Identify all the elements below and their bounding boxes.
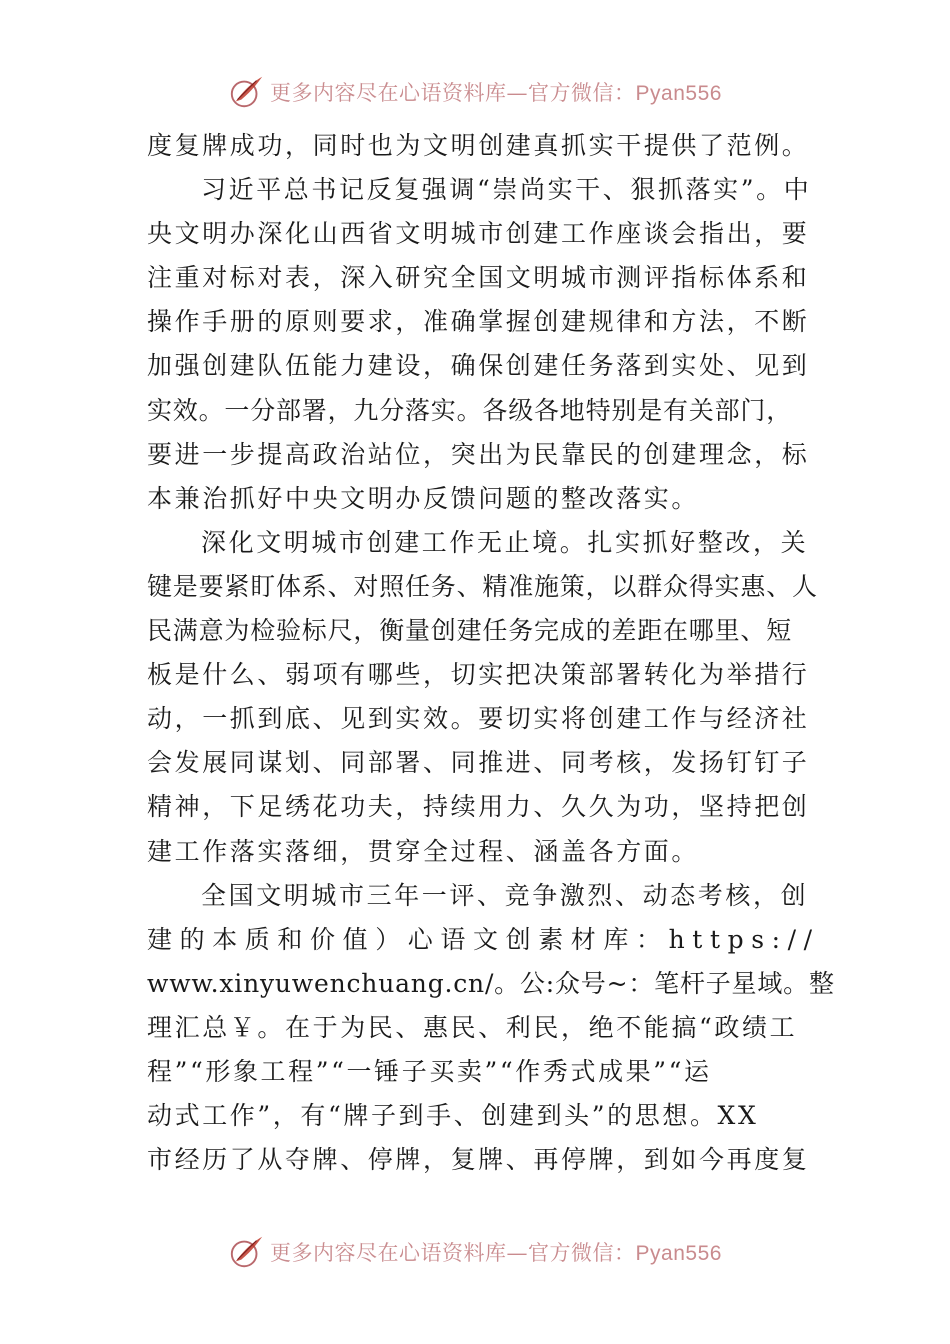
- text-line: 建工作落实落细，贯穿全过程、涵盖各方面。: [147, 836, 700, 866]
- feather-quill-icon: [228, 73, 266, 111]
- text-line: 理汇总￥。在于为民、惠民、利民，绝不能搞“政绩工: [147, 1012, 798, 1042]
- text-line: 精神，下足绣花功夫，持续用力、久久为功，坚持把创: [147, 792, 810, 822]
- text-line: 操作手册的原则要求，准确掌握创建规律和方法，不断: [147, 307, 810, 337]
- paragraph-start-line: 习近平总书记反复强调“崇尚实干、狠抓落实”。中: [201, 175, 812, 205]
- text-line: 板是什么、弱项有哪些，切实把决策部署转化为举措行: [147, 660, 810, 690]
- paragraph-start-line: 深化文明城市创建工作无止境。扎实抓好整改，关: [201, 527, 809, 557]
- text-line: 央文明办深化山西省文明城市创建工作座谈会指出，要: [147, 219, 810, 249]
- watermark-text: 更多内容尽在心语资料库—官方微信：Pyan556: [270, 1241, 722, 1265]
- text-line: www.xinyuwenchuang.cn/。公:众号~：笔杆子星域。整: [147, 968, 835, 998]
- watermark-banner-bottom: [0, 1232, 950, 1272]
- text-line: 注重对标对表，深入研究全国文明城市测评指标体系和: [147, 263, 810, 293]
- text-line: 加强创建队伍能力建设，确保创建任务落到实处、见到: [147, 351, 810, 381]
- text-line: 实效。一分部署，九分落实。各级各地特别是有关部门，: [147, 395, 793, 425]
- text-line: 民满意为检验标尺，衡量创建任务完成的差距在哪里、短: [147, 616, 793, 646]
- document-body: [147, 124, 835, 1182]
- text-line: 本兼治抓好中央文明办反馈问题的整改落实。: [147, 483, 700, 513]
- text-line: 建的本质和价值）心语文创素材库：https://: [147, 924, 820, 954]
- text-line: 动式工作”，有“牌子到手、创建到头”的思想。XX: [147, 1101, 759, 1131]
- paragraph-start-line: 全国文明城市三年一评、竞争激烈、动态考核，创: [201, 880, 809, 910]
- feather-quill-icon: [228, 1233, 266, 1271]
- text-line: 会发展同谋划、同部署、同推进、同考核，发扬钉钉子: [147, 748, 810, 778]
- text-line: 度复牌成功，同时也为文明创建真抓实干提供了范例。: [147, 131, 810, 160]
- text-line: 程”“形象工程”“一锤子买卖”“作秀式成果”“运: [147, 1056, 712, 1086]
- text-line: 动，一抓到底、见到实效。要切实将创建工作与经济社: [147, 704, 810, 734]
- text-line: 要进一步提高政治站位，突出为民靠民的创建理念，标: [147, 439, 810, 469]
- text-line: 键是要紧盯体系、对照任务、精准施策，以群众得实惠、人: [147, 571, 818, 601]
- text-line: 市经历了从夺牌、停牌，复牌、再停牌，到如今再度复: [147, 1145, 810, 1175]
- watermark-banner-top: [0, 72, 950, 112]
- watermark-text: 更多内容尽在心语资料库—官方微信：Pyan556: [270, 81, 722, 105]
